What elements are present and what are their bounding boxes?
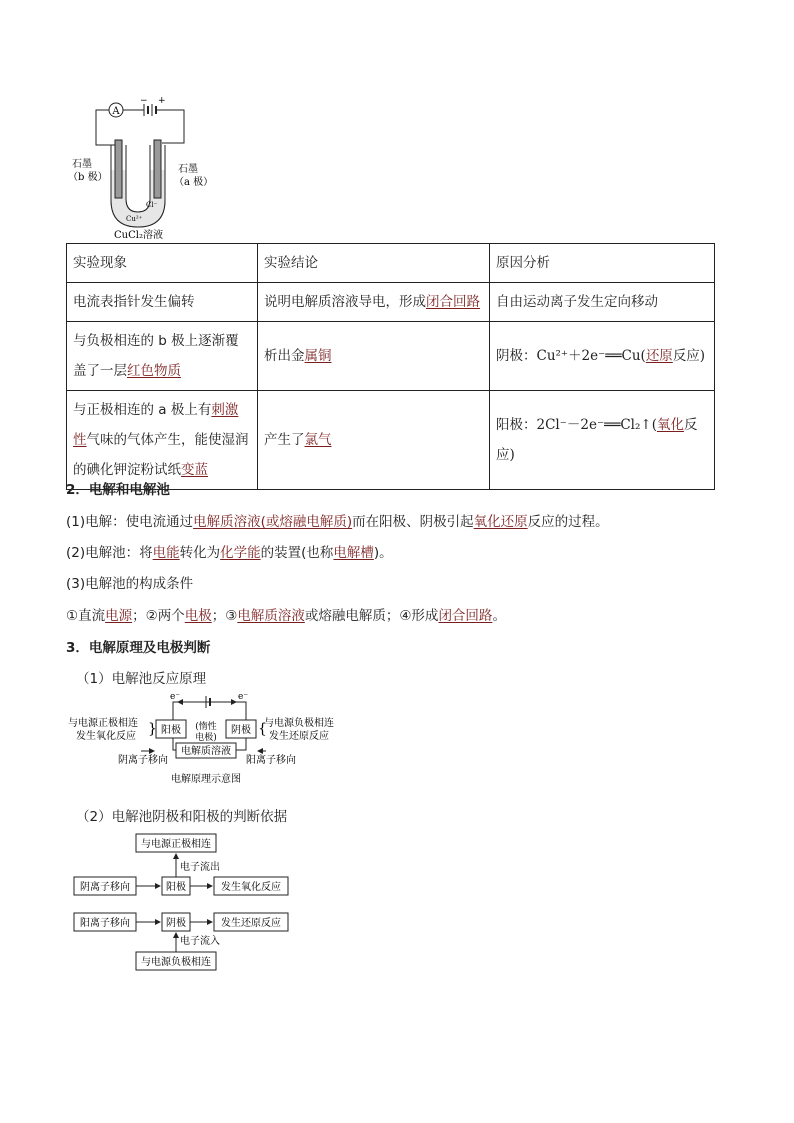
cathode-label: 阴极 — [231, 725, 251, 736]
table-row — [67, 322, 715, 391]
table-header: 实验现象 — [67, 244, 258, 283]
table-cell: 自由运动离子发生定向移动 — [490, 283, 715, 322]
electrolysis-principle-diagram — [66, 690, 356, 790]
experiment-table — [66, 243, 715, 490]
cathode-label: 阴极 — [166, 918, 186, 929]
right-electrode-sub: （a 极） — [174, 177, 214, 188]
anion-move-label: 阴离子移向 — [80, 882, 130, 893]
electron-label: e⁻ — [170, 692, 181, 702]
inert-electrode-label: 电极) — [195, 733, 217, 743]
table-header-row — [67, 244, 715, 283]
cathode-reaction-text: 发生还原反应 — [269, 731, 329, 742]
oxidation-label: 发生氧化反应 — [221, 882, 281, 893]
electron-label: e⁻ — [238, 692, 249, 702]
subsection-1-title: （1）电解池反应原理 — [76, 671, 207, 687]
table-cell: 产生了氯气 — [258, 391, 490, 490]
anode-connection-text: 与电源正极相连 — [68, 718, 138, 729]
left-electrode-label: 石墨 — [72, 159, 92, 170]
electrolyte-label: 电解质溶液 — [181, 746, 231, 757]
battery-plus: + — [158, 96, 166, 106]
table-header: 实验结论 — [258, 244, 490, 283]
electron-out-label: 电子流出 — [180, 862, 220, 873]
battery-minus: − — [140, 96, 148, 106]
table-header: 原因分析 — [490, 244, 715, 283]
anode-label: 阳极 — [166, 882, 186, 893]
cathode-connection-text: 与电源负极相连 — [264, 718, 334, 729]
graphite-electrode-b — [115, 140, 122, 198]
section-2-title: 2．电解和电解池 — [66, 482, 170, 498]
brace-icon: } — [148, 721, 157, 737]
positive-connection-label: 与电源正极相连 — [141, 839, 211, 850]
right-electrode-label: 石墨 — [178, 164, 198, 175]
brace-icon: { — [258, 721, 267, 737]
section-3-title: 3．电解原理及电极判断 — [66, 640, 211, 656]
cation-move-label: 阳离子移向 — [246, 755, 296, 766]
diagram-caption: 电解原理示意图 — [171, 774, 241, 785]
negative-connection-label: 与电源负极相连 — [141, 957, 211, 968]
inert-electrode-label: (惰性 — [195, 722, 217, 732]
cation-move-label: 阳离子移向 — [80, 918, 130, 929]
ion-cu: Cu²⁺ — [126, 215, 143, 223]
subsection-2-title: （2）电解池阴极和阳极的判断依据 — [76, 809, 288, 825]
ammeter-label: A — [112, 106, 120, 117]
table-row — [67, 391, 715, 490]
left-electrode-sub: （b 极） — [68, 172, 108, 183]
anion-move-label: 阴离子移向 — [118, 755, 168, 766]
anode-label: 阳极 — [161, 725, 181, 736]
paragraph-conditions: ①直流电源；②两个电极；③电解质溶液或熔融电解质；④形成闭合回路。 — [66, 608, 506, 624]
paragraph-electrolysis: (1)电解：使电流通过电解质溶液(或熔融电解质)而在阳极、阴极引起氧化还原反应的过程。 — [66, 514, 609, 530]
graphite-electrode-a — [154, 140, 161, 198]
table-cell: 阳极：2Cl⁻－2e⁻══Cl₂↑(氧化反应) — [490, 391, 715, 490]
table-cell: 电流表指针发生偏转 — [67, 283, 258, 322]
table-cell: 与负极相连的 b 极上逐渐覆盖了一层红色物质 — [67, 322, 258, 391]
reduction-label: 发生还原反应 — [221, 918, 281, 929]
paragraph-electrolytic-cell: (2)电解池：将电能转化为化学能的装置(也称电解槽)。 — [66, 545, 393, 561]
table-cell: 析出金属铜 — [258, 322, 490, 391]
table-cell: 阴极：Cu²⁺＋2e⁻══Cu(还原反应) — [490, 322, 715, 391]
electron-in-label: 电子流入 — [180, 936, 220, 947]
electrode-judgment-diagram — [72, 832, 302, 974]
paragraph-conditions-title: (3)电解池的构成条件 — [66, 576, 194, 592]
electrolysis-apparatus-diagram — [66, 95, 216, 240]
solution-label: CuCl₂溶液 — [114, 230, 163, 240]
table-row — [67, 283, 715, 322]
ion-cl: Cl⁻ — [146, 201, 158, 209]
anode-reaction-text: 发生氧化反应 — [76, 731, 136, 742]
table-cell: 说明电解质溶液导电，形成闭合回路 — [258, 283, 490, 322]
table-cell: 与正极相连的 a 极上有刺激性气味的气体产生，能使湿润的碘化钾淀粉试纸变蓝 — [67, 391, 258, 490]
